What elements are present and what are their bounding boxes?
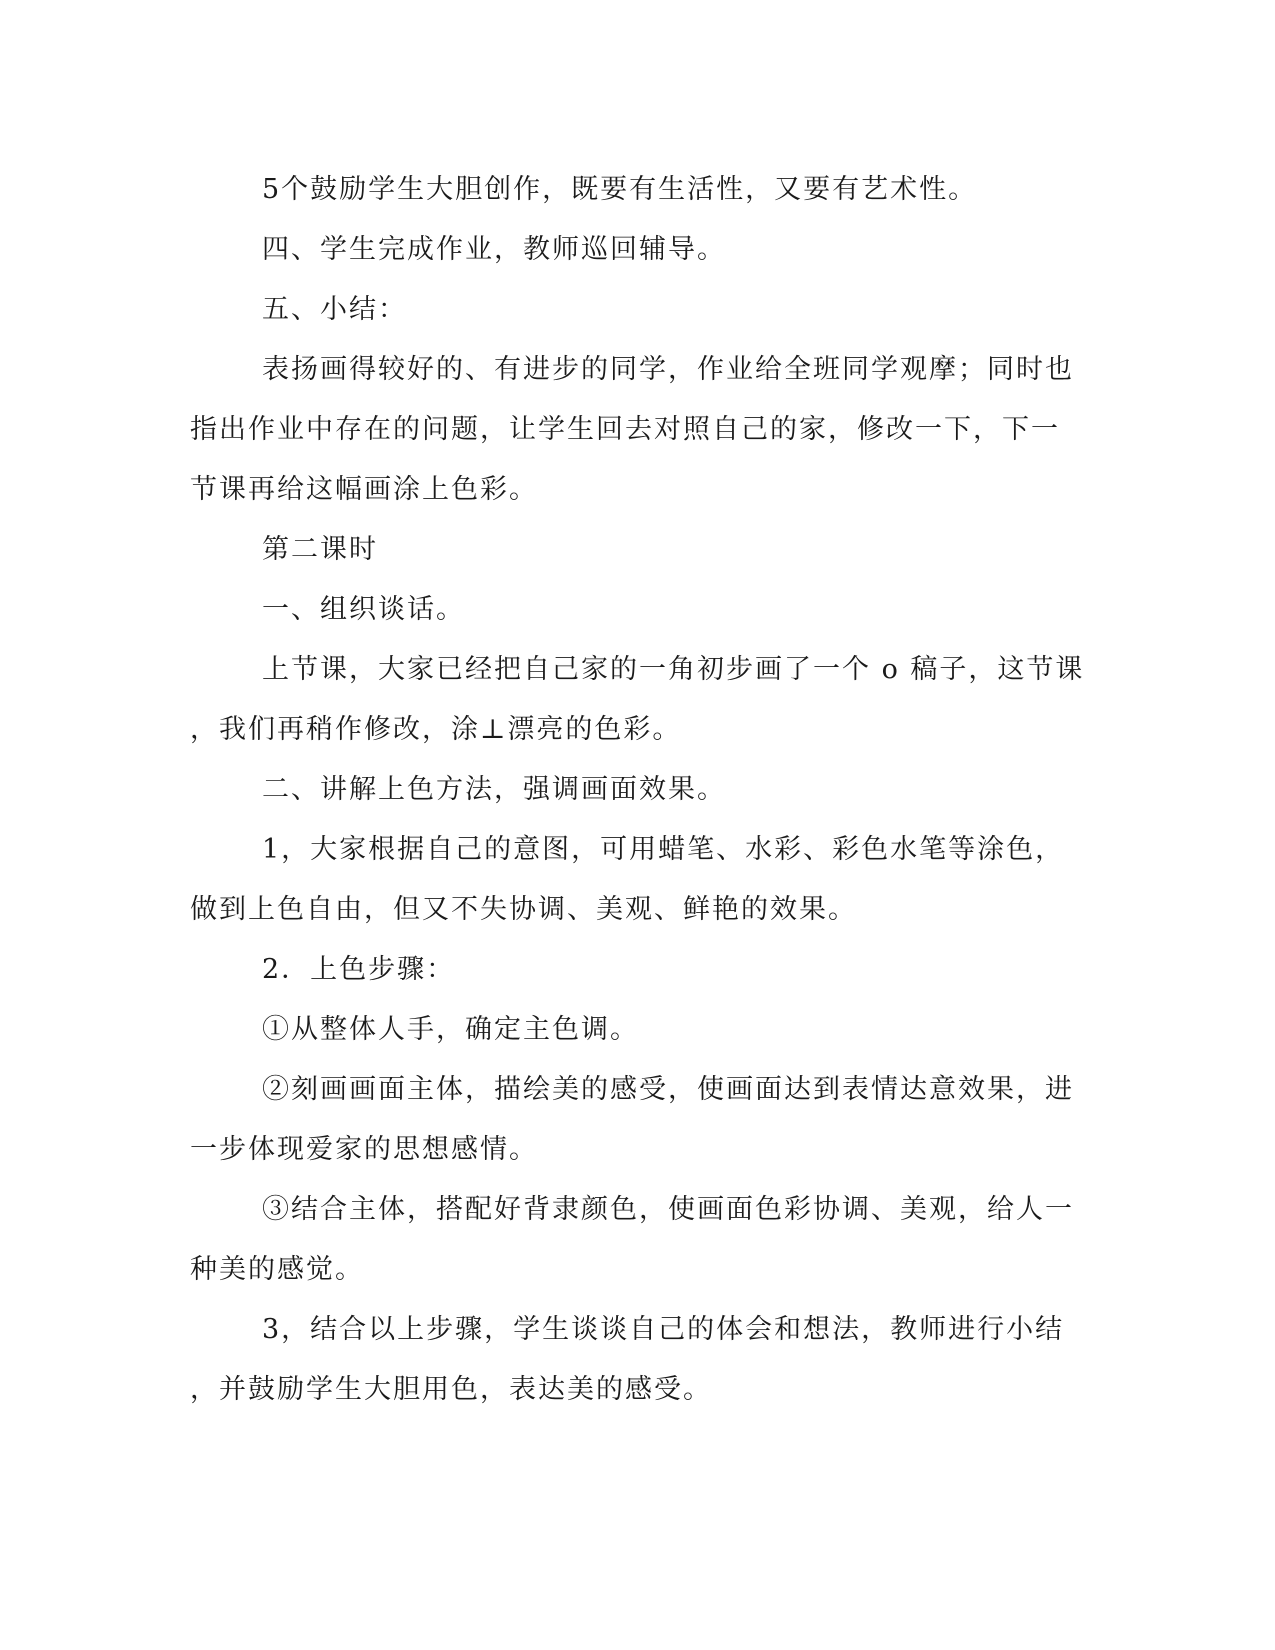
paragraph-line: 节课再给这幅画涂上色彩。 [190,474,538,505]
paragraph-line: 上节课，大家已经把自己家的一角初步画了一个 o 稿子，这节课 [262,654,1085,685]
section-heading: 一、组织谈话。 [262,594,465,625]
section-heading: 四、学生完成作业，教师巡回辅导。 [262,234,726,265]
list-item: ①从整体人手，确定主色调。 [262,1014,639,1045]
paragraph-line: 指出作业中存在的问题，让学生回去对照自己的家，修改一下，下一 [190,414,1060,445]
paragraph-line: 一步体现爱家的思想感情。 [190,1134,538,1165]
paragraph-line: 3，结合以上步骤，学生谈谈自己的体会和想法，教师进行小结 [262,1314,1065,1345]
paragraph-line: 做到上色自由，但又不失协调、美观、鲜艳的效果。 [190,894,857,925]
paragraph-line: ，我们再稍作修改，涂⊥漂亮的色彩。 [190,714,682,745]
list-item: ③结合主体，搭配好背隶颜色，使画面色彩协调、美观，给人一 [262,1194,1074,1225]
paragraph-line: 表扬画得较好的、有进步的同学，作业给全班同学观摩；同时也 [262,354,1074,385]
paragraph-line: 种美的感觉。 [190,1254,364,1285]
paragraph-line: ，并鼓励学生大胆用色，表达美的感受。 [190,1374,712,1405]
paragraph-line: 2．上色步骤： [262,954,456,985]
section-heading: 五、小结： [262,294,407,325]
section-heading: 二、讲解上色方法，强调画面效果。 [262,774,726,805]
list-item: ②刻画画面主体，描绘美的感受，使画面达到表情达意效果，进 [262,1074,1074,1105]
paragraph-line: 5个鼓励学生大胆创作，既要有生活性，又要有艺术性。 [262,174,978,205]
paragraph-line: 1，大家根据自己的意图，可用蜡笔、水彩、彩色水笔等涂色， [262,834,1065,865]
document-body [190,160,1090,1420]
lesson-heading: 第二课时 [262,534,378,565]
